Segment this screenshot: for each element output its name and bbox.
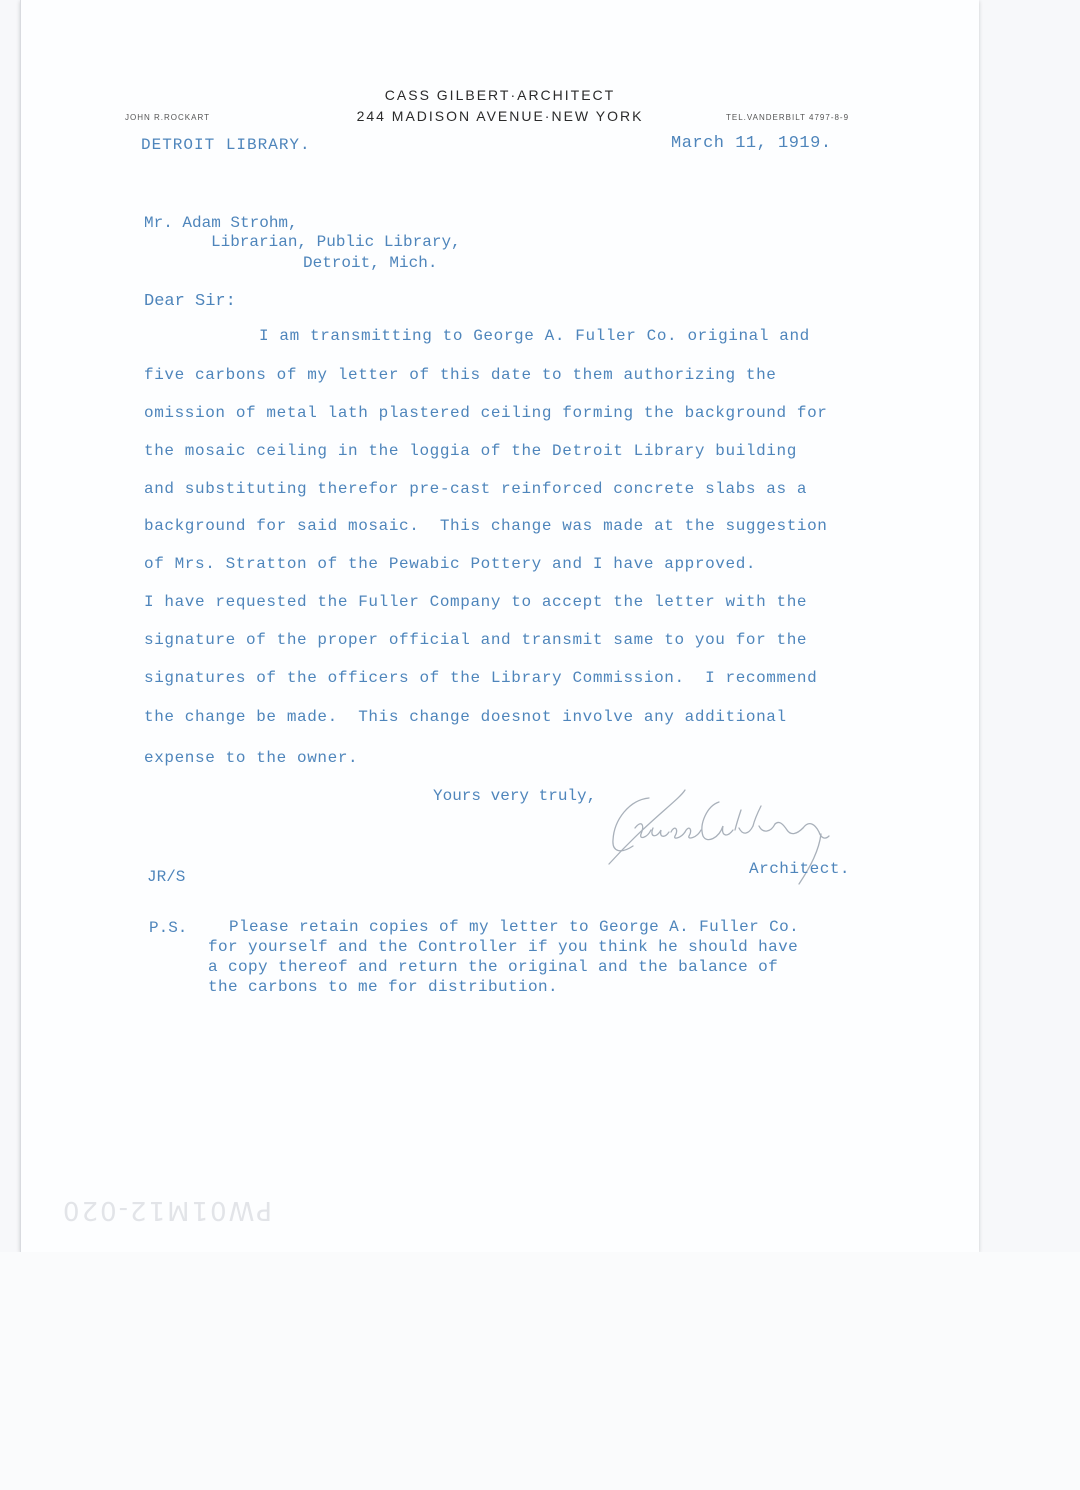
- body-line: signature of the proper official and transmit same to you for the: [144, 631, 808, 649]
- letter-sheet: [20, 0, 979, 1252]
- postscript-line: the carbons to me for distribution.: [208, 978, 559, 996]
- body-line: omission of metal lath plastered ceiling forming the background for: [144, 404, 828, 422]
- background-below-sheet: [0, 1252, 1080, 1490]
- signer-title: Architect.: [749, 860, 851, 878]
- salutation: Dear Sir:: [144, 292, 236, 311]
- letterhead-firm: CASS GILBERT·ARCHITECT: [384, 87, 616, 103]
- body-line: expense to the owner.: [144, 749, 359, 767]
- body-line: the mosaic ceiling in the loggia of the Detroit Library building: [144, 442, 797, 460]
- letterhead-phone: TEL.VANDERBILT 4797-8-9: [726, 113, 850, 122]
- postscript-label: P.S.: [149, 919, 188, 937]
- letter-subject: DETROIT LIBRARY.: [141, 136, 311, 154]
- body-line: signatures of the officers of the Library Commission. I recommend: [144, 669, 818, 687]
- body-line: I am transmitting to George A. Fuller Co. original and: [259, 327, 810, 345]
- body-line: and substituting therefor pre-cast reinforced concrete slabs as a: [144, 480, 808, 498]
- postscript-line: Please retain copies of my letter to George A. Fuller Co.: [229, 918, 800, 936]
- body-line: five carbons of my letter of this date to them authorizing the: [144, 366, 777, 384]
- archive-number: PW01M12-020: [61, 1195, 272, 1225]
- recipient-line-3: Detroit, Mich.: [303, 254, 438, 272]
- postscript-line: for yourself and the Controller if you think he should have: [208, 938, 799, 956]
- body-line: I have requested the Fuller Company to accept the letter with the: [144, 593, 808, 611]
- letter-date: March 11, 1919.: [671, 134, 832, 153]
- typist-initials: JR/S: [147, 868, 186, 886]
- body-line: the change be made. This change doesnot involve any additional: [144, 708, 787, 726]
- body-line: of Mrs. Stratton of the Pewabic Pottery and I have approved.: [144, 555, 757, 573]
- recipient-line-1: Mr. Adam Strohm,: [144, 214, 298, 232]
- letterhead-address: 244 MADISON AVENUE·NEW YORK: [356, 108, 644, 124]
- recipient-line-2: Librarian, Public Library,: [211, 233, 461, 251]
- letterhead-left-name: JOHN R.ROCKART: [125, 113, 210, 122]
- body-line: background for said mosaic. This change was made at the suggestion: [144, 517, 828, 535]
- postscript-line: a copy thereof and return the original and the balance of: [208, 958, 779, 976]
- closing: Yours very truly,: [433, 787, 597, 805]
